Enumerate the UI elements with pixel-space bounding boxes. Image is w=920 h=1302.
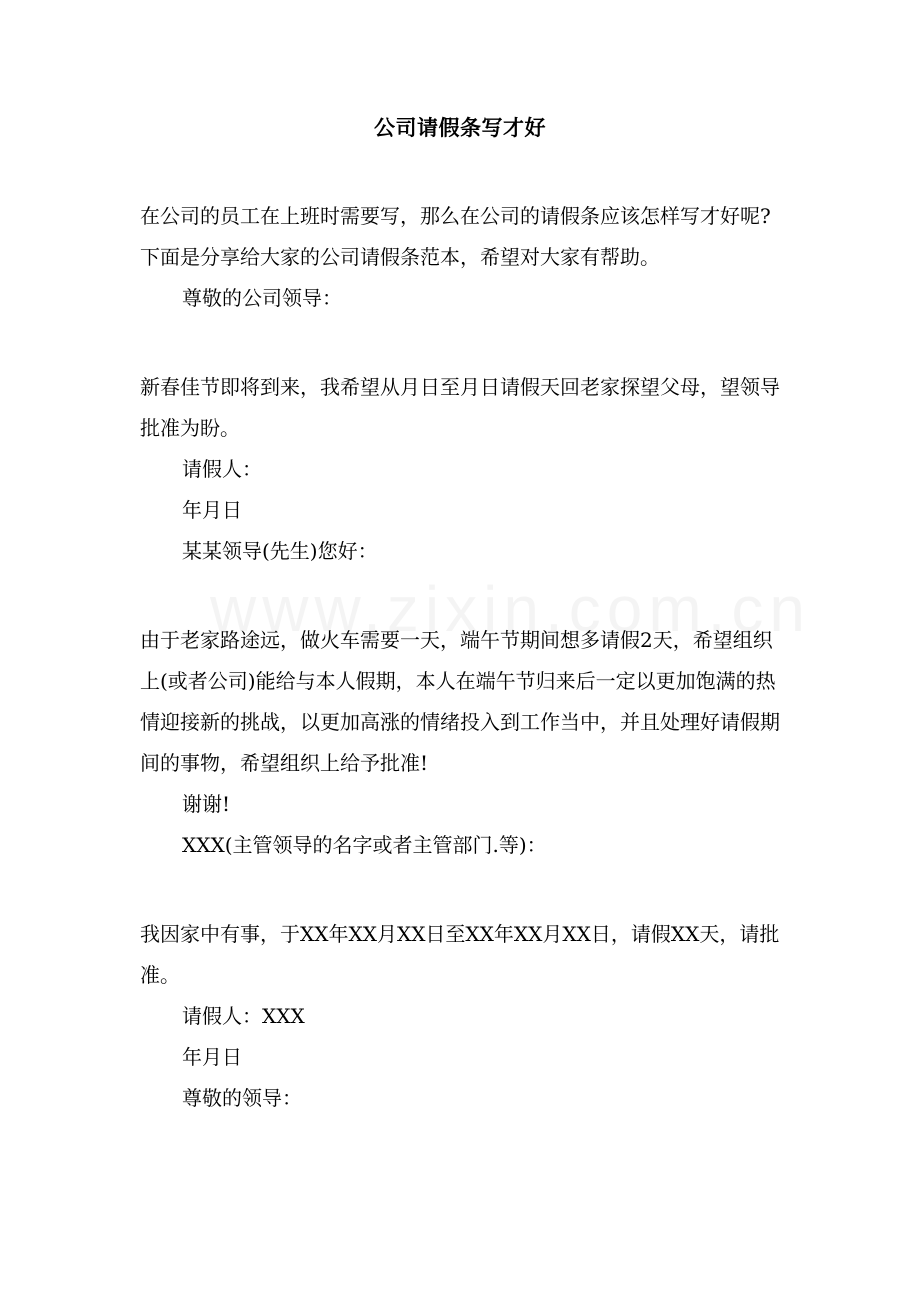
salutation-company-leader: 尊敬的公司领导： [182,286,342,310]
letter-1-body: 新春佳节即将到来，我希望从月日至月日请假天回老家探望父母，望领导批准为盼。 [140,375,780,440]
salutation-leader-sir: 某某领导(先生)您好： [182,539,378,563]
salutation-supervisor: XXX(主管领导的名字或者主管部门.等)： [182,833,547,857]
salutation-leader: 尊敬的领导： [182,1086,302,1110]
letter-1-applicant: 请假人： [182,457,262,481]
document-body [140,196,790,1119]
letter-2-thanks: 谢谢! [182,792,231,816]
letter-3-date: 年月日 [182,1045,242,1069]
letter-3-applicant: 请假人：XXX [182,1004,305,1028]
intro-paragraph: 在公司的员工在上班时需要写，那么在公司的请假条应该怎样写才好呢?下面是分享给大家的公司请假条范本，希望对大家有帮助。 [140,204,771,269]
letter-3-body: 我因家中有事，于XX年XX月XX日至XX年XX月XX日，请假XX天，请批准。 [140,922,780,987]
paragraph-gap [140,572,790,620]
document-title: 公司请假条写才好 [374,115,546,140]
letter-1-date: 年月日 [182,498,242,522]
letter-2-body: 由于老家路途远，做火车需要一天，端午节期间想多请假2天，希望组织上(或者公司)能给与本人假期，本人在端午节归来后一定以更加饱满的热情迎接新的挑战，以更加高涨的情绪投入到工作当中，并且处理好请假期间的事物，希望组织上给予批准! [140,628,780,775]
paragraph-gap [140,866,790,914]
paragraph-gap [140,319,790,367]
